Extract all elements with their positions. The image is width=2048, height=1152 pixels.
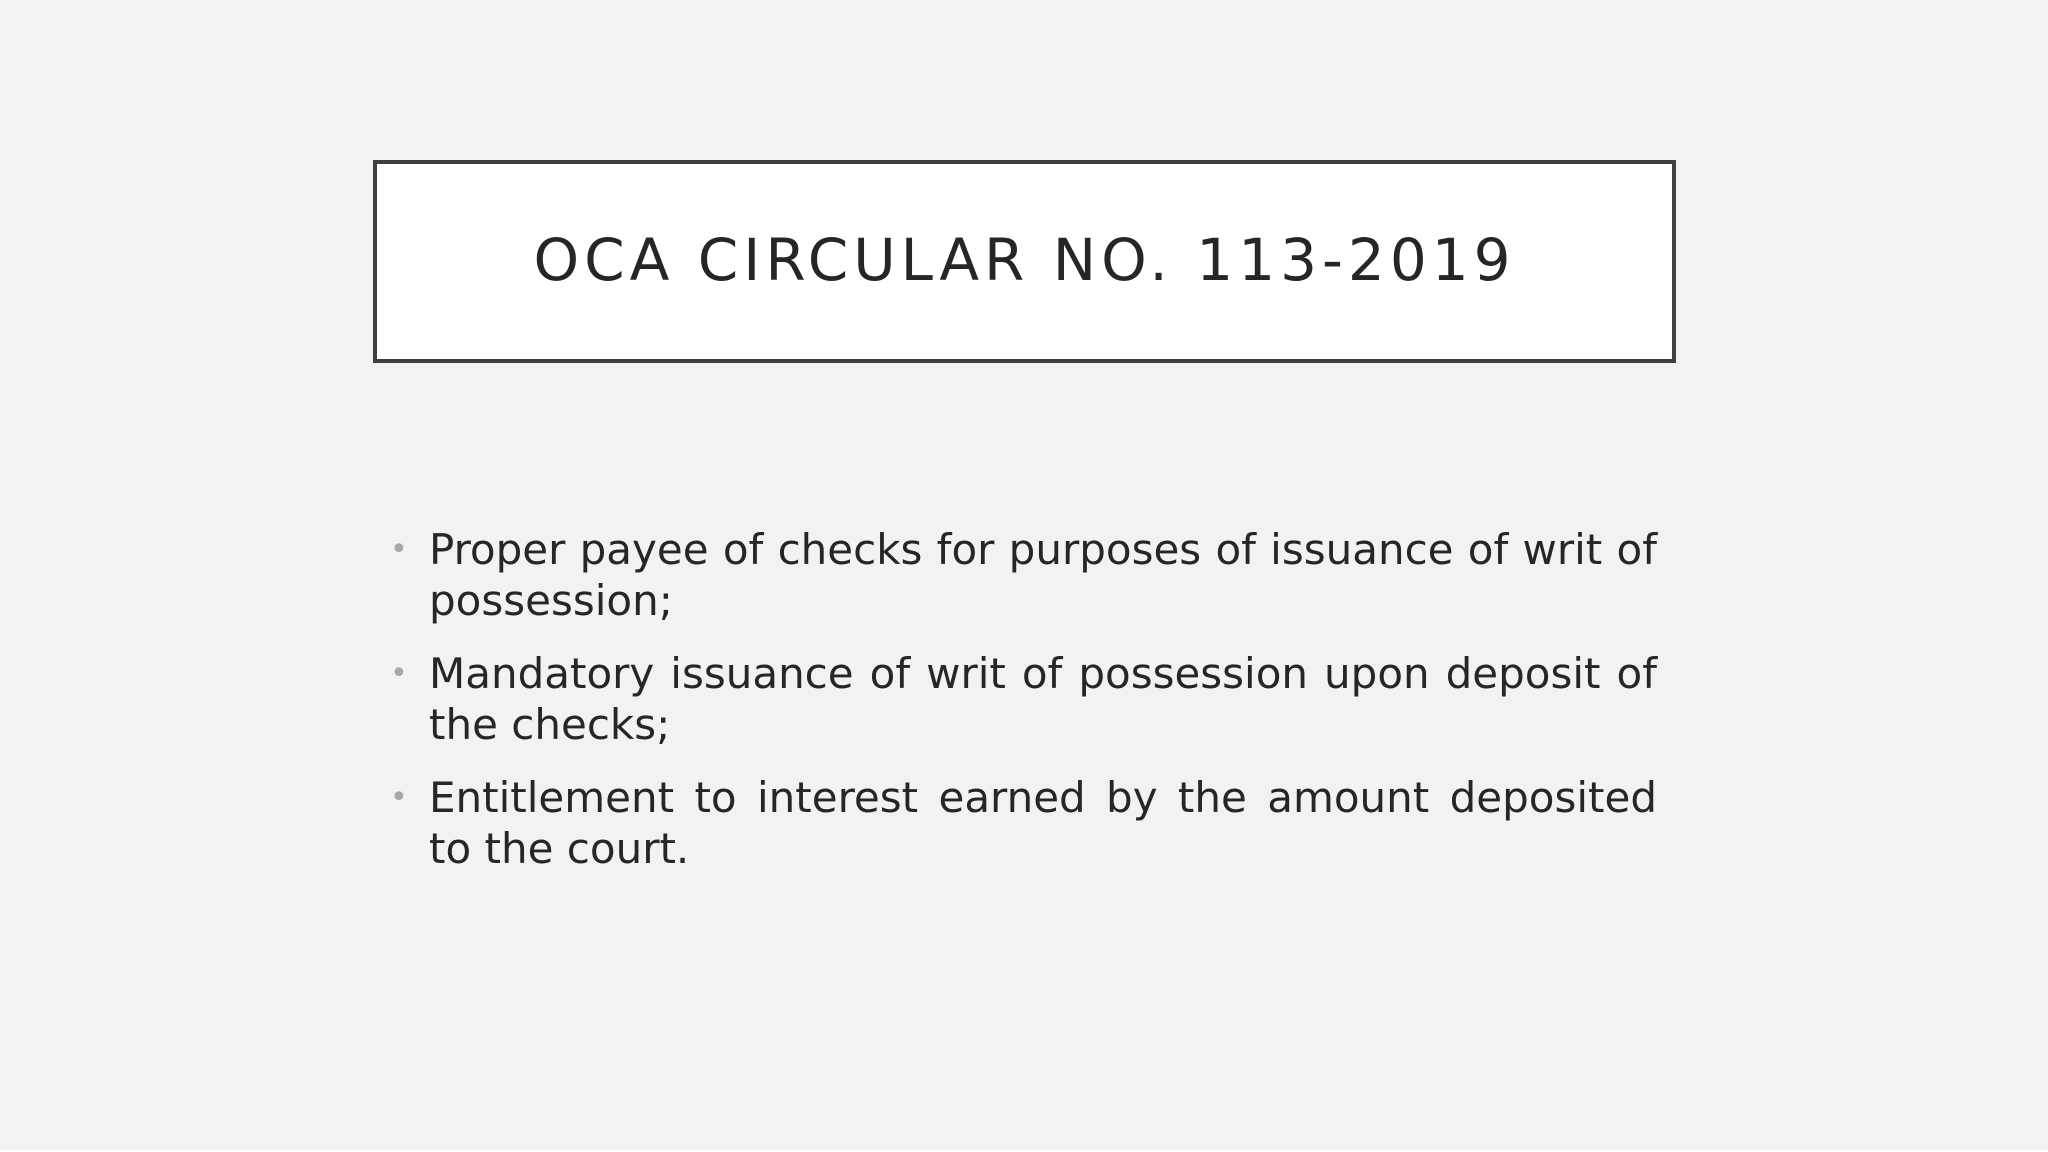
- bullet-item-2: [386, 648, 1657, 750]
- bullet-icon: •: [390, 532, 408, 567]
- bullet-item-1: [386, 524, 1657, 626]
- bullet-text-2: Mandatory issuance of writ of possession upon deposit of the checks;: [429, 649, 1657, 749]
- title-box: [373, 160, 1676, 363]
- bullet-icon: •: [390, 656, 408, 691]
- slide-title: OCA CIRCULAR NO. 113-2019: [533, 225, 1516, 294]
- bullet-icon: •: [390, 780, 408, 815]
- bullet-item-3: [386, 772, 1657, 874]
- bullet-text-3: Entitlement to interest earned by the amount deposited to the court.: [429, 773, 1657, 873]
- bullet-text-1: Proper payee of checks for purposes of issuance of writ of possession;: [429, 525, 1657, 625]
- bullet-list: [386, 524, 1657, 896]
